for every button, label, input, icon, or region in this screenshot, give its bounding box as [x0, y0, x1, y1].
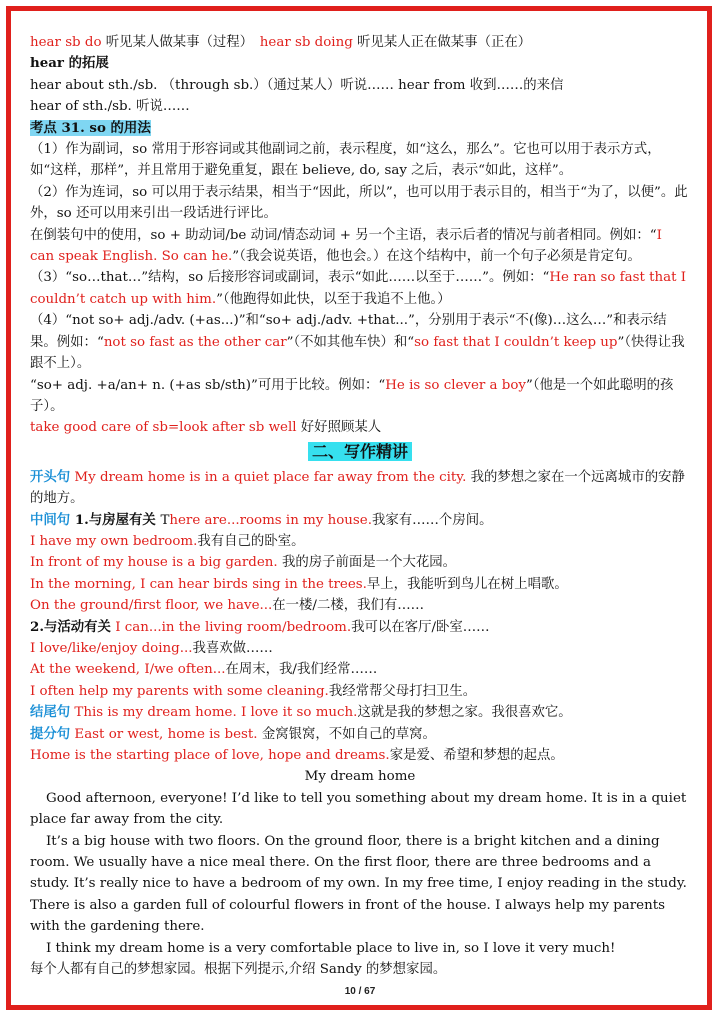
- hear-usage-line: [30, 32, 690, 53]
- example-phrase: so fast that I couldn’t keep up: [414, 334, 618, 350]
- so-usage-2: （2）作为连词，so 可以用于表示结果，相当于“因此，所以”，也可以用于表示目的，相当于“为了，以便”。此外，so 还可以用来引出一段话进行评比。: [30, 184, 688, 222]
- label-middle: 中间句: [30, 511, 71, 528]
- closing-sentence: 结尾句 This is my dream home. I love it so much.这就是我的梦想之家。我很喜欢它。: [30, 704, 572, 721]
- phrase-meaning: 听见某人正在做某事（正在）: [352, 35, 532, 50]
- bonus-sentence: 提分句 East or west, home is best. 金窝银窝，不如自己的草窝。: [30, 725, 436, 742]
- topic-31-heading: 考点 31. so 的用法: [30, 119, 151, 136]
- phrase-meaning: 听见某人做某事（过程）: [101, 35, 260, 50]
- phrase-hear-sb-do: hear sb do: [30, 35, 102, 50]
- example-phrase: not so fast as the other car: [103, 334, 287, 350]
- so-usage-3: （3）“so…that…”结构，so 后接形容词或副词，表示“如此……以至于……”。例如：“He ran so fast that I couldn’t catch up with him.”（他跑得如此快，以至于我追不上他。）: [30, 270, 687, 307]
- middle-sentence: I often help my parents with some cleaning.我经常帮父母打扫卫生。: [30, 683, 477, 699]
- so-comparison: “so+ adj. +a/an+ n. (+as sb/sth)”可用于比较。例如：“He is so clever a boy”（他是一个如此聪明的孩子）。: [30, 377, 674, 414]
- phrase-hear-sb-doing: hear sb doing: [259, 35, 353, 50]
- section-title-writing: 二、写作精讲: [308, 442, 412, 461]
- middle-sentence: In front of my house is a big garden. 我的房子前面是一个大花园。: [30, 555, 457, 571]
- middle-sentence: At the weekend, I/we often...在周末，我/我们经常……: [30, 662, 378, 678]
- middle-sentence-activity: 2.与活动有关 I can...in the living room/bedroom.我可以在客厅/卧室……: [30, 618, 490, 635]
- middle-sentence: In the morning, I can hear birds sing in the trees.早上，我能听到鸟儿在树上唱歌。: [30, 576, 568, 592]
- label-bonus: 提分句: [30, 725, 71, 742]
- page-number: 10 / 67: [344, 986, 376, 997]
- example-sentence: I can speak English. So can he.: [30, 227, 662, 265]
- bonus-sentence: Home is the starting place of love, hope and dreams.家是爱、希望和梦想的起点。: [30, 748, 564, 763]
- label-closing: 结尾句: [30, 704, 71, 721]
- example-sentence: He ran so fast that I couldn’t catch up with him.: [30, 270, 687, 307]
- essay-paragraph: Good afternoon, everyone! I’d like to tell you something about my dream home. It is in a quiet place far away from the city.: [30, 790, 687, 828]
- take-care-line: take good care of sb=look after sb well 好好照顾某人: [30, 420, 382, 436]
- page-content: [30, 32, 690, 980]
- opening-sentence: 开头句 My dream home is in a quiet place far away from the city. 我的梦想之家在一个远离城市的安静的地方。: [30, 468, 685, 507]
- label-opening: 开头句: [30, 468, 71, 485]
- hear-extension-heading: hear 的拓展: [30, 55, 109, 72]
- essay-paragraph: I think my dream home is a very comfortable place to live in, so I love it very much!: [46, 940, 616, 956]
- hear-of-line: hear of sth./sb. 听说……: [30, 99, 190, 115]
- task-prompt: 每个人都有自己的梦想家园。根据下列提示,介绍 Sandy 的梦想家园。: [30, 962, 447, 978]
- so-usage-4: （4）“not so+ adj./adv. (+as...)”和“so+ adj./adv. +that...”，分别用于表示“不(像)…这么…”和表示结果。例如：“not so fast as the other car”（不如其他车快）和“so fast that I couldn’t keep up”（快得让我跟不上）。: [30, 313, 685, 372]
- middle-sentence: I have my own bedroom.我有自己的卧室。: [30, 533, 305, 549]
- middle-sentence: I love/like/enjoy doing...我喜欢做……: [30, 640, 273, 656]
- essay-paragraph: It’s a big house with two floors. On the ground floor, there is a bright kitchen and a dining room. We usually have a nice meal there. On the first floor, there are three bedrooms and a study. It’s really nice to have a bedroom of my own. In my free time, I enjoy reading in the study. There is also a garden full of colourful flowers in front of the house. I always help my parents with the gardening there.: [30, 833, 687, 935]
- example-sentence: He is so clever a boy: [385, 377, 526, 393]
- hear-about-line: hear about sth./sb. （through sb.）（通过某人）听说…… hear from 收到……的来信: [30, 77, 564, 93]
- so-inversion: 在倒装句中的使用，so + 助动词/be 动词/情态动词 + 另一个主语，表示后者的情况与前者相同。例如：“I can speak English. So can he.”（我会说英语，他也会。）在这个结构中，前一个句子必须是肯定句。: [30, 227, 662, 265]
- middle-sentence: On the ground/first floor, we have...在一楼/二楼，我们有……: [30, 598, 425, 614]
- essay-title: My dream home: [304, 769, 416, 785]
- so-usage-1: （1）作为副词，so 常用于形容词或其他副词之前，表示程度，如“这么，那么”。它也可以用于表示方式，如“这样，那样”，并且常用于避免重复，跟在 believe, do, say 之后，表示“如此，这样”。: [30, 142, 661, 179]
- middle-sentence-house: 中间句 1.与房屋有关 There are...rooms in my house.我家有……个房间。: [30, 511, 493, 528]
